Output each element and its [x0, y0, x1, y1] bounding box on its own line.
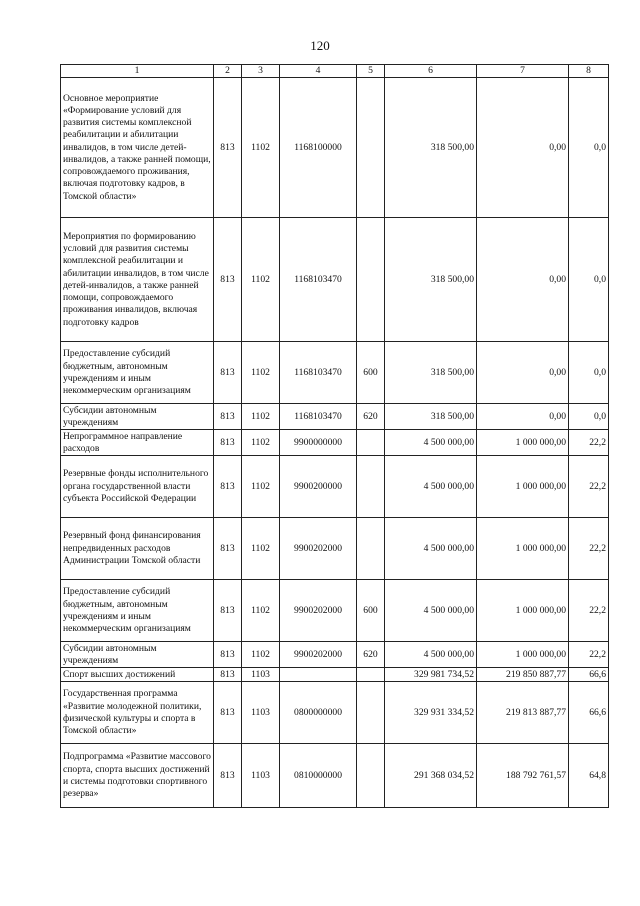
execution-percent: 22,2: [569, 642, 609, 668]
header-col-1: 1: [61, 65, 214, 78]
table-row: [61, 668, 609, 682]
target-article-code: 9900200000: [280, 456, 357, 518]
planned-amount: 318 500,00: [385, 404, 477, 430]
expense-name: Мероприятия по формированию условий для развития системы комплексной реабилитации и абилитации инвалидов, в том числе детей-инвалидов, а также ранней помощи, сопровождаемого проживания инвалидов, включая подготовку кадров: [61, 218, 214, 342]
section-code: 1103: [242, 682, 280, 744]
expense-type-code: 600: [357, 580, 385, 642]
executed-amount: 1 000 000,00: [477, 456, 569, 518]
table-row: [61, 78, 609, 218]
table-row: [61, 342, 609, 404]
ministry-code: 813: [214, 78, 242, 218]
expense-type-code: [357, 430, 385, 456]
table-row: [61, 744, 609, 808]
header-col-4: 4: [280, 65, 357, 78]
executed-amount: 0,00: [477, 404, 569, 430]
table-row: [61, 404, 609, 430]
expense-name: Спорт высших достижений: [61, 668, 214, 682]
expense-name: Предоставление субсидий бюджетным, автономным учреждениям и иным некоммерческим организациям: [61, 580, 214, 642]
executed-amount: 219 813 887,77: [477, 682, 569, 744]
ministry-code: 813: [214, 682, 242, 744]
expense-type-code: [357, 668, 385, 682]
table-row: [61, 518, 609, 580]
planned-amount: 4 500 000,00: [385, 518, 477, 580]
expense-name: Субсидии автономным учреждениям: [61, 642, 214, 668]
planned-amount: 4 500 000,00: [385, 580, 477, 642]
budget-table: [60, 64, 609, 808]
target-article-code: 9900202000: [280, 518, 357, 580]
planned-amount: 4 500 000,00: [385, 456, 477, 518]
expense-name: Основное мероприятие «Формирование условий для развития системы комплексной реабилитации и абилитации инвалидов, в том числе детей-инвалидов, а также ранней помощи, сопровождаемого проживания, включая подготовку кадров, в Томской области»: [61, 78, 214, 218]
section-code: 1102: [242, 518, 280, 580]
planned-amount: 329 981 734,52: [385, 668, 477, 682]
executed-amount: 1 000 000,00: [477, 430, 569, 456]
execution-percent: 22,2: [569, 430, 609, 456]
executed-amount: 0,00: [477, 342, 569, 404]
expense-name: Субсидии автономным учреждениям: [61, 404, 214, 430]
expense-type-code: 620: [357, 404, 385, 430]
ministry-code: 813: [214, 642, 242, 668]
executed-amount: 1 000 000,00: [477, 642, 569, 668]
ministry-code: 813: [214, 518, 242, 580]
header-col-3: 3: [242, 65, 280, 78]
section-code: 1102: [242, 456, 280, 518]
section-code: 1102: [242, 342, 280, 404]
section-code: 1103: [242, 744, 280, 808]
section-code: 1102: [242, 580, 280, 642]
header-col-7: 7: [477, 65, 569, 78]
execution-percent: 66,6: [569, 668, 609, 682]
execution-percent: 0,0: [569, 404, 609, 430]
planned-amount: 318 500,00: [385, 78, 477, 218]
target-article-code: 0810000000: [280, 744, 357, 808]
execution-percent: 22,2: [569, 456, 609, 518]
table-row: [61, 430, 609, 456]
ministry-code: 813: [214, 744, 242, 808]
expense-name: Резервный фонд финансирования непредвиденных расходов Администрации Томской области: [61, 518, 214, 580]
planned-amount: 318 500,00: [385, 218, 477, 342]
expense-name: Государственная программа «Развитие молодежной политики, физической культуры и спорта в Томской области»: [61, 682, 214, 744]
target-article-code: 1168100000: [280, 78, 357, 218]
section-code: 1103: [242, 668, 280, 682]
header-col-8: 8: [569, 65, 609, 78]
ministry-code: 813: [214, 668, 242, 682]
target-article-code: 9900202000: [280, 642, 357, 668]
expense-name: Непрограммное направление расходов: [61, 430, 214, 456]
ministry-code: 813: [214, 580, 242, 642]
expense-type-code: [357, 218, 385, 342]
ministry-code: 813: [214, 218, 242, 342]
planned-amount: 291 368 034,52: [385, 744, 477, 808]
expense-type-code: [357, 682, 385, 744]
planned-amount: 4 500 000,00: [385, 642, 477, 668]
table-row: [61, 580, 609, 642]
expense-name: Подпрограмма «Развитие массового спорта, спорта высших достижений и системы подготовки спортивного резерва»: [61, 744, 214, 808]
section-code: 1102: [242, 430, 280, 456]
planned-amount: 329 931 334,52: [385, 682, 477, 744]
expense-type-code: 620: [357, 642, 385, 668]
table-header-row: [61, 65, 609, 78]
expense-name: Резервные фонды исполнительного органа государственной власти субъекта Российской Федерации: [61, 456, 214, 518]
target-article-code: [280, 668, 357, 682]
header-col-6: 6: [385, 65, 477, 78]
expense-type-code: 600: [357, 342, 385, 404]
expense-type-code: [357, 456, 385, 518]
execution-percent: 0,0: [569, 218, 609, 342]
section-code: 1102: [242, 404, 280, 430]
table-row: [61, 218, 609, 342]
section-code: 1102: [242, 78, 280, 218]
planned-amount: 4 500 000,00: [385, 430, 477, 456]
page-number: 120: [310, 38, 330, 53]
target-article-code: 1168103470: [280, 218, 357, 342]
executed-amount: 0,00: [477, 78, 569, 218]
execution-percent: 0,0: [569, 78, 609, 218]
executed-amount: 188 792 761,57: [477, 744, 569, 808]
execution-percent: 22,2: [569, 580, 609, 642]
ministry-code: 813: [214, 342, 242, 404]
executed-amount: 0,00: [477, 218, 569, 342]
target-article-code: 0800000000: [280, 682, 357, 744]
target-article-code: 9900000000: [280, 430, 357, 456]
planned-amount: 318 500,00: [385, 342, 477, 404]
section-code: 1102: [242, 642, 280, 668]
table-row: [61, 642, 609, 668]
execution-percent: 66,6: [569, 682, 609, 744]
header-col-2: 2: [214, 65, 242, 78]
expense-type-code: [357, 744, 385, 808]
execution-percent: 22,2: [569, 518, 609, 580]
target-article-code: 9900202000: [280, 580, 357, 642]
expense-type-code: [357, 518, 385, 580]
header-col-5: 5: [357, 65, 385, 78]
execution-percent: 0,0: [569, 342, 609, 404]
target-article-code: 1168103470: [280, 342, 357, 404]
table-row: [61, 456, 609, 518]
expense-name: Предоставление субсидий бюджетным, автономным учреждениям и иным некоммерческим организациям: [61, 342, 214, 404]
target-article-code: 1168103470: [280, 404, 357, 430]
ministry-code: 813: [214, 456, 242, 518]
ministry-code: 813: [214, 430, 242, 456]
section-code: 1102: [242, 218, 280, 342]
execution-percent: 64,8: [569, 744, 609, 808]
executed-amount: 1 000 000,00: [477, 518, 569, 580]
expense-type-code: [357, 78, 385, 218]
table-row: [61, 682, 609, 744]
ministry-code: 813: [214, 404, 242, 430]
executed-amount: 219 850 887,77: [477, 668, 569, 682]
executed-amount: 1 000 000,00: [477, 580, 569, 642]
